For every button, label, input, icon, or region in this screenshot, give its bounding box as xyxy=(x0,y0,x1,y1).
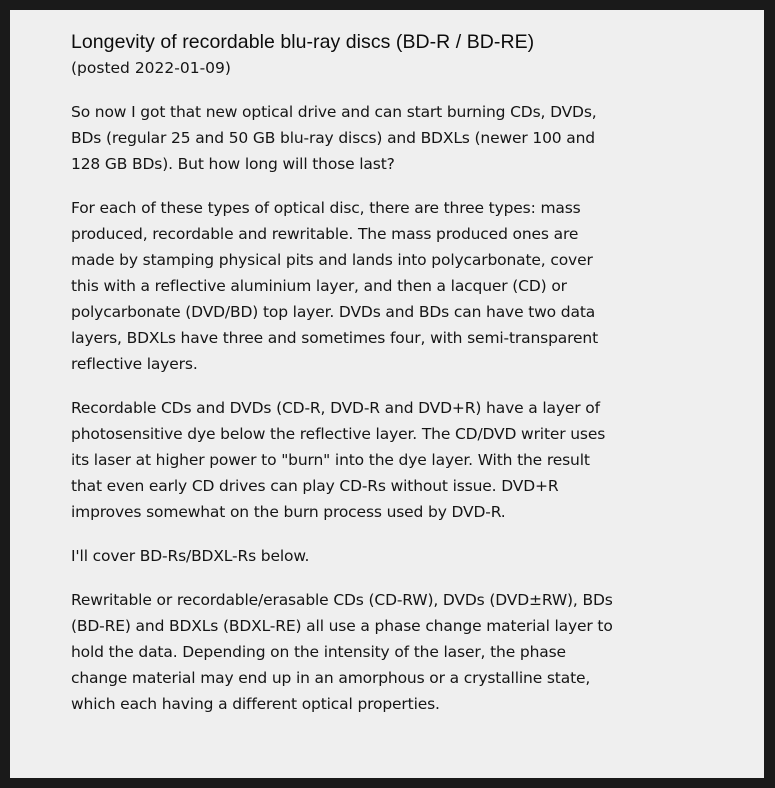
article-paragraph-2: For each of these types of optical disc, there are three types: mass produced, recordable and rewritable. The mass produced ones are made by stamping physical pits and lands into polycarbonate, cover this with a reflective aluminium layer, and then a lacquer (CD) or polycarbonate (DVD/BD) top layer. DVDs and BDs can have two data layers, BDXLs have three and sometimes four, with semi-transparent reflective layers. xyxy=(71,199,598,373)
posted-date: (posted 2022-01-09) xyxy=(71,59,231,77)
article-paragraph-3: Recordable CDs and DVDs (CD-R, DVD-R and DVD+R) have a layer of photosensitive dye below the reflective layer. The CD/DVD writer uses its laser at higher power to "burn" into the dye layer. With the result that even early CD drives can play CD-Rs without issue. DVD+R improves somewhat on the burn process used by DVD-R. xyxy=(71,399,606,521)
article-paragraph-5: Rewritable or recordable/erasable CDs (CD-RW), DVDs (DVD±RW), BDs (BD-RE) and BDXLs (BDXL-RE) all use a phase change material layer to hold the data. Depending on the intensity of the laser, the phase change material may end up in an amorphous or a crystalline state, which each having a different optical properties. xyxy=(71,591,613,713)
article-paragraph-1: So now I got that new optical drive and can start burning CDs, DVDs, BDs (regular 25 and 50 GB blu-ray discs) and BDXLs (newer 100 and 128 GB BDs). But how long will those last? xyxy=(71,103,597,173)
article-title: Longevity of recordable blu-ray discs (BD-R / BD-RE) xyxy=(71,31,535,53)
article-content xyxy=(71,29,616,717)
article-paragraph-4: I'll cover BD-Rs/BDXL-Rs below. xyxy=(71,547,310,565)
article-page xyxy=(10,10,764,778)
